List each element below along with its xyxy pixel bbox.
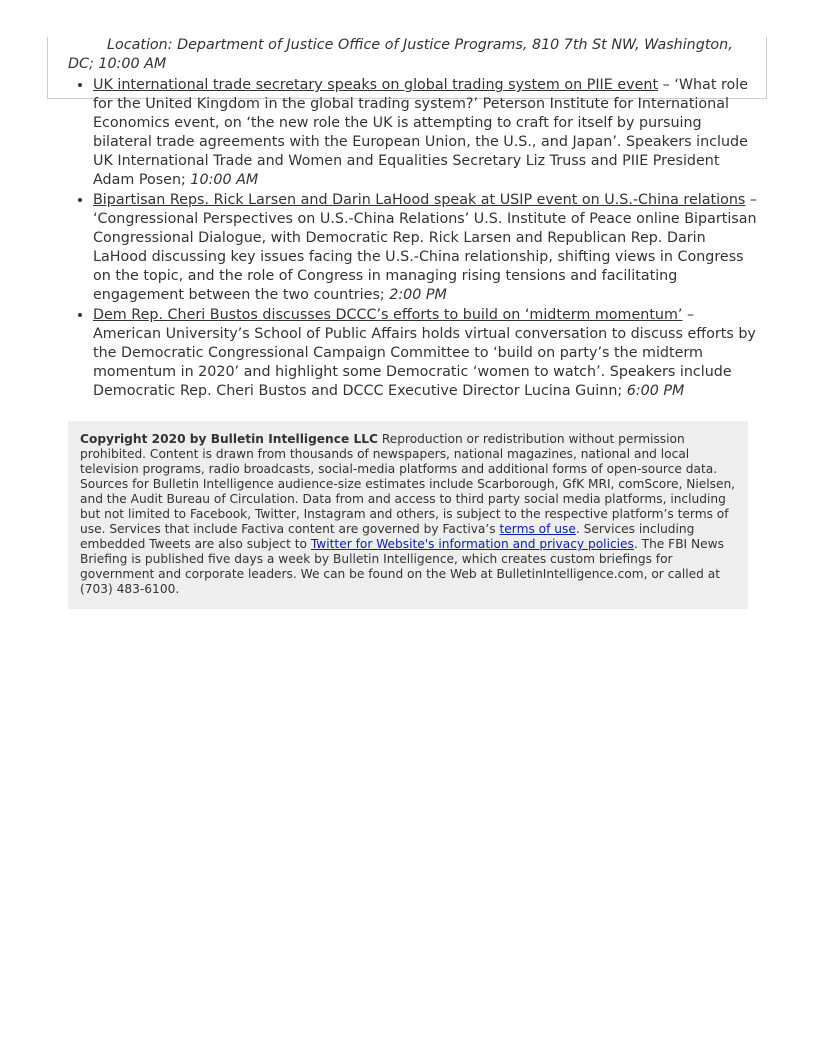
location-time: 10:00 AM <box>98 56 167 72</box>
event-link-uk-trade[interactable]: UK international trade secretary speaks on global trading system on PIIE event <box>93 77 659 93</box>
event-description: – ‘Congressional Perspectives on U.S.-China Relations’ U.S. Institute of Peace online Bipartisan Congressional Dialogue, with Democratic Rep. Rick Larsen and Republican Rep. Darin LaHood discussing key issues facing the U.S.-China relationship, shifting views in Congress on the topic, and the role of Congress in managing rising tensions and facilitating engagement between the two countries; <box>93 192 758 303</box>
terms-of-use-link[interactable]: terms of use <box>499 522 576 536</box>
footer-text: . Services including embedded Tweets are also subject to <box>80 522 695 551</box>
copyright-footer <box>68 421 748 609</box>
copyright-heading: Copyright 2020 by Bulletin Intelligence LLC <box>80 432 378 446</box>
event-time: 2:00 PM <box>389 287 447 303</box>
list-item <box>93 306 758 401</box>
footer-text: . The FBI News Briefing is published five days a week by Bulletin Intelligence, which creates custom briefings for government and corporate leaders. We can be found on the Web at BulletinIntelligence.com, or called at (703) 483-6100. <box>80 537 724 596</box>
twitter-policy-link[interactable]: Twitter for Website's information and privacy policies <box>310 537 634 551</box>
list-item <box>93 76 758 190</box>
event-link-usip-china[interactable]: Bipartisan Reps. Rick Larsen and Darin LaHood speak at USIP event on U.S.-China relations <box>93 192 746 208</box>
list-item <box>93 191 758 305</box>
event-list <box>68 76 758 402</box>
event-description: – ‘What role for the United Kingdom in the global trading system?’ Peterson Institute for International Economics event, on ‘the new role the UK is attempting to craft for itself by pursuing bilateral trade agreements with the European Union, the U.S., and Japan’. Speakers include UK International Trade and Women and Equalities Secretary Liz Truss and PIIE President Adam Posen; <box>93 77 749 188</box>
event-time: 10:00 AM <box>190 172 259 188</box>
event-time: 6:00 PM <box>626 383 685 399</box>
event-link-dccc-bustos[interactable]: Dem Rep. Cheri Bustos discusses DCCC’s efforts to build on ‘midterm momentum’ <box>93 307 683 323</box>
event-description: – American University’s School of Public Affairs holds virtual conversation to discuss efforts by the Democratic Congressional Campaign Committee to ‘build on party’s the midterm momentum in 2020’ and highlight some Democratic ‘women to watch’. Speakers include Democratic Rep. Cheri Bustos and DCCC Executive Director Lucina Guinn; <box>93 307 756 399</box>
event-location <box>68 36 748 74</box>
footer-text: Reproduction or redistribution without permission prohibited. Content is drawn from thousands of newspapers, national magazines, national and local television programs, radio broadcasts, social-media platforms and additional forms of open-source data. Sources for Bulletin Intelligence audience-size estimates include Scarborough, GfK MRI, comScore, Nielsen, and the Audit Bureau of Circulation. Data from and access to third party social media platforms, including but not limited to Facebook, Twitter, Instagram and others, is subject to the respective platform’s terms of use. Services that include Factiva content are governed by Factiva’s <box>80 432 736 536</box>
location-text: Location: Department of Justice Office of Justice Programs, 810 7th St NW, Washington, DC; <box>68 37 733 72</box>
